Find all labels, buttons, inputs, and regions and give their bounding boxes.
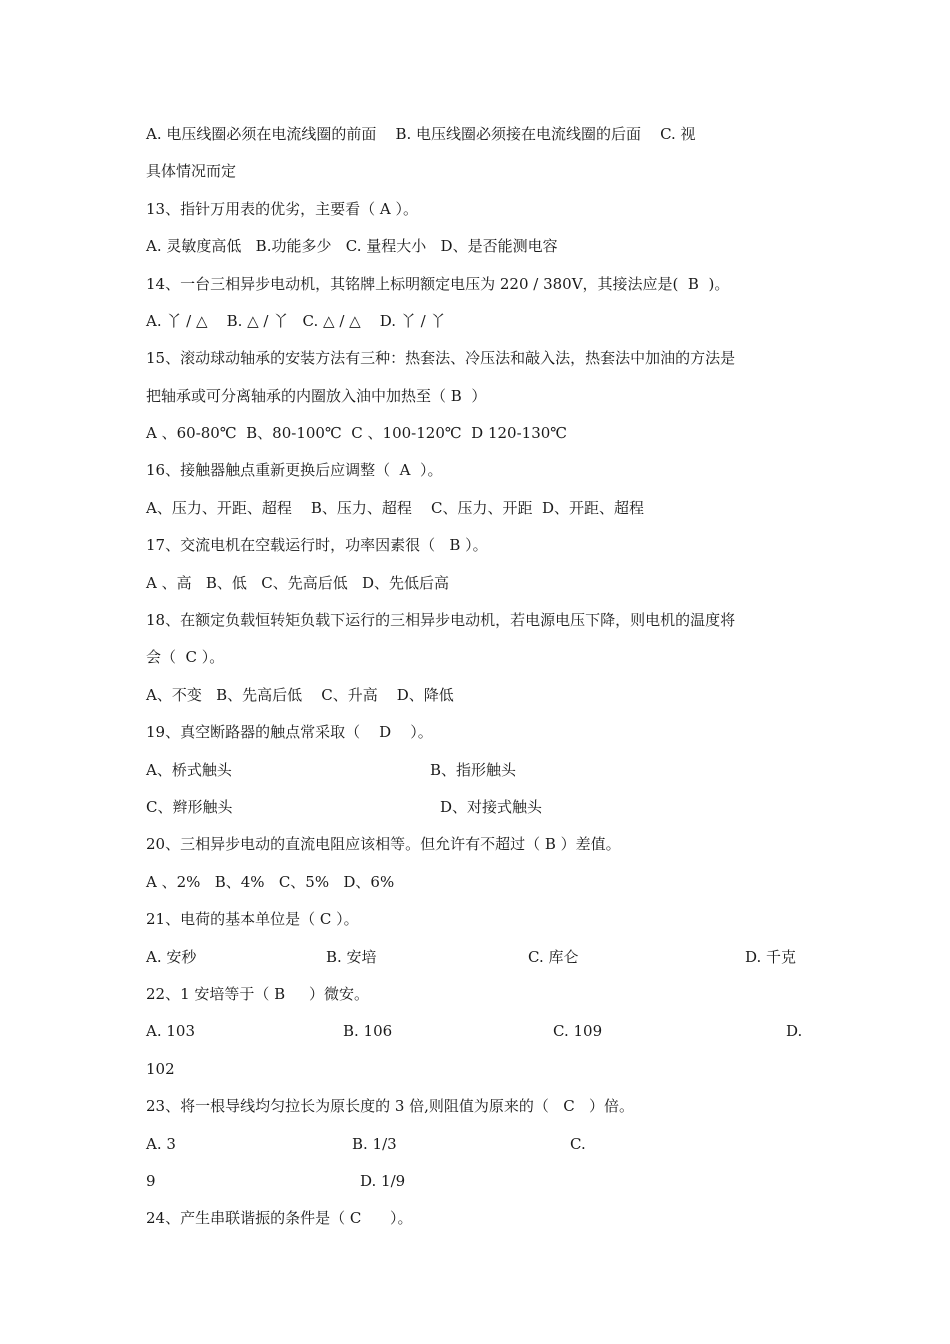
q16-options: A、压力、开距、超程 B、压力、超程 C、压力、开距 D、开距、超程 — [146, 499, 645, 517]
q21-option-b: B. 安培 — [326, 948, 377, 966]
q19-option-c: C、辫形触头 — [146, 798, 233, 816]
q18-options: A、不变 B、先高后低 C、升高 D、降低 — [146, 686, 454, 704]
q17-options: A 、高 B、低 C、先高后低 D、先低后高 — [146, 574, 450, 592]
q22-option-d: D. — [786, 1022, 803, 1040]
q19-option-d: D、对接式触头 — [440, 798, 543, 816]
q22-option-b: B. 106 — [343, 1022, 393, 1040]
q23-option-a: A. 3 — [146, 1135, 176, 1153]
q20-options: A 、2% B、4% C、5% D、6% — [146, 873, 395, 891]
q12-options-line: A. 电压线圈必须在电流线圈的前面 B. 电压线圈必须接在电流线圈的后面 C. 视 — [146, 125, 696, 143]
question-19: 19、真空断路器的触点常采取（ D ）。 — [146, 723, 433, 741]
q14-options: A. 丫 / △ B. △ / 丫 C. △ / △ D. 丫 / 丫 — [146, 312, 446, 330]
question-13: 13、指针万用表的优劣，主要看（ A ）。 — [146, 200, 418, 218]
q21-option-c: C. 库仑 — [528, 948, 579, 966]
question-18: 18、在额定负载恒转矩负载下运行的三相异步电动机，若电源电压下降，则电机的温度将 — [146, 611, 736, 629]
question-15-continuation: 把轴承或可分离轴承的内圈放入油中加热至（ B ） — [146, 387, 487, 405]
question-14: 14、一台三相异步电动机，其铭牌上标明额定电压为 220 / 380V，其接法应是( B )。 — [146, 275, 730, 293]
question-23: 23、将一根导线均匀拉长为原长度的 3 倍,则阻值为原来的（ C ）倍。 — [146, 1097, 635, 1115]
q13-options: A. 灵敏度高低 B.功能多少 C. 量程大小 D、是否能测电容 — [146, 237, 558, 255]
q22-option-c: C. 109 — [553, 1022, 603, 1040]
q23-option-c-value: 9 — [146, 1172, 156, 1190]
q22-option-a: A. 103 — [146, 1022, 195, 1040]
q23-option-d: D. 1/9 — [360, 1172, 406, 1190]
question-20: 20、三相异步电动的直流电阻应该相等。但允许有不超过（ B ）差值。 — [146, 835, 621, 853]
question-21: 21、电荷的基本单位是（ C ）。 — [146, 910, 359, 928]
q23-option-b: B. 1/3 — [352, 1135, 397, 1153]
q19-option-a: A、桥式触头 — [146, 761, 232, 779]
q22-option-d-value: 102 — [146, 1060, 175, 1078]
q23-option-c: C. — [570, 1135, 586, 1153]
q21-option-a: A. 安秒 — [146, 948, 197, 966]
question-17: 17、交流电机在空载运行时，功率因素很（ B ）。 — [146, 536, 488, 554]
q21-option-d: D. 千克 — [745, 948, 797, 966]
question-22: 22、1 安培等于（ B ）微安。 — [146, 985, 370, 1003]
question-18-continuation: 会（ C ）。 — [146, 648, 225, 666]
question-15: 15、滚动球动轴承的安装方法有三种：热套法、冷压法和敲入法，热套法中加油的方法是 — [146, 349, 736, 367]
question-24: 24、产生串联谐振的条件是（ C ）。 — [146, 1209, 413, 1227]
q12-options-continuation: 具体情况而定 — [146, 162, 237, 180]
question-16: 16、接触器触点重新更换后应调整（ A ）。 — [146, 461, 443, 479]
q15-options: A 、60-80℃ B、80-100℃ C 、100-120℃ D 120-130℃ — [146, 424, 568, 442]
q19-option-b: B、指形触头 — [430, 761, 517, 779]
